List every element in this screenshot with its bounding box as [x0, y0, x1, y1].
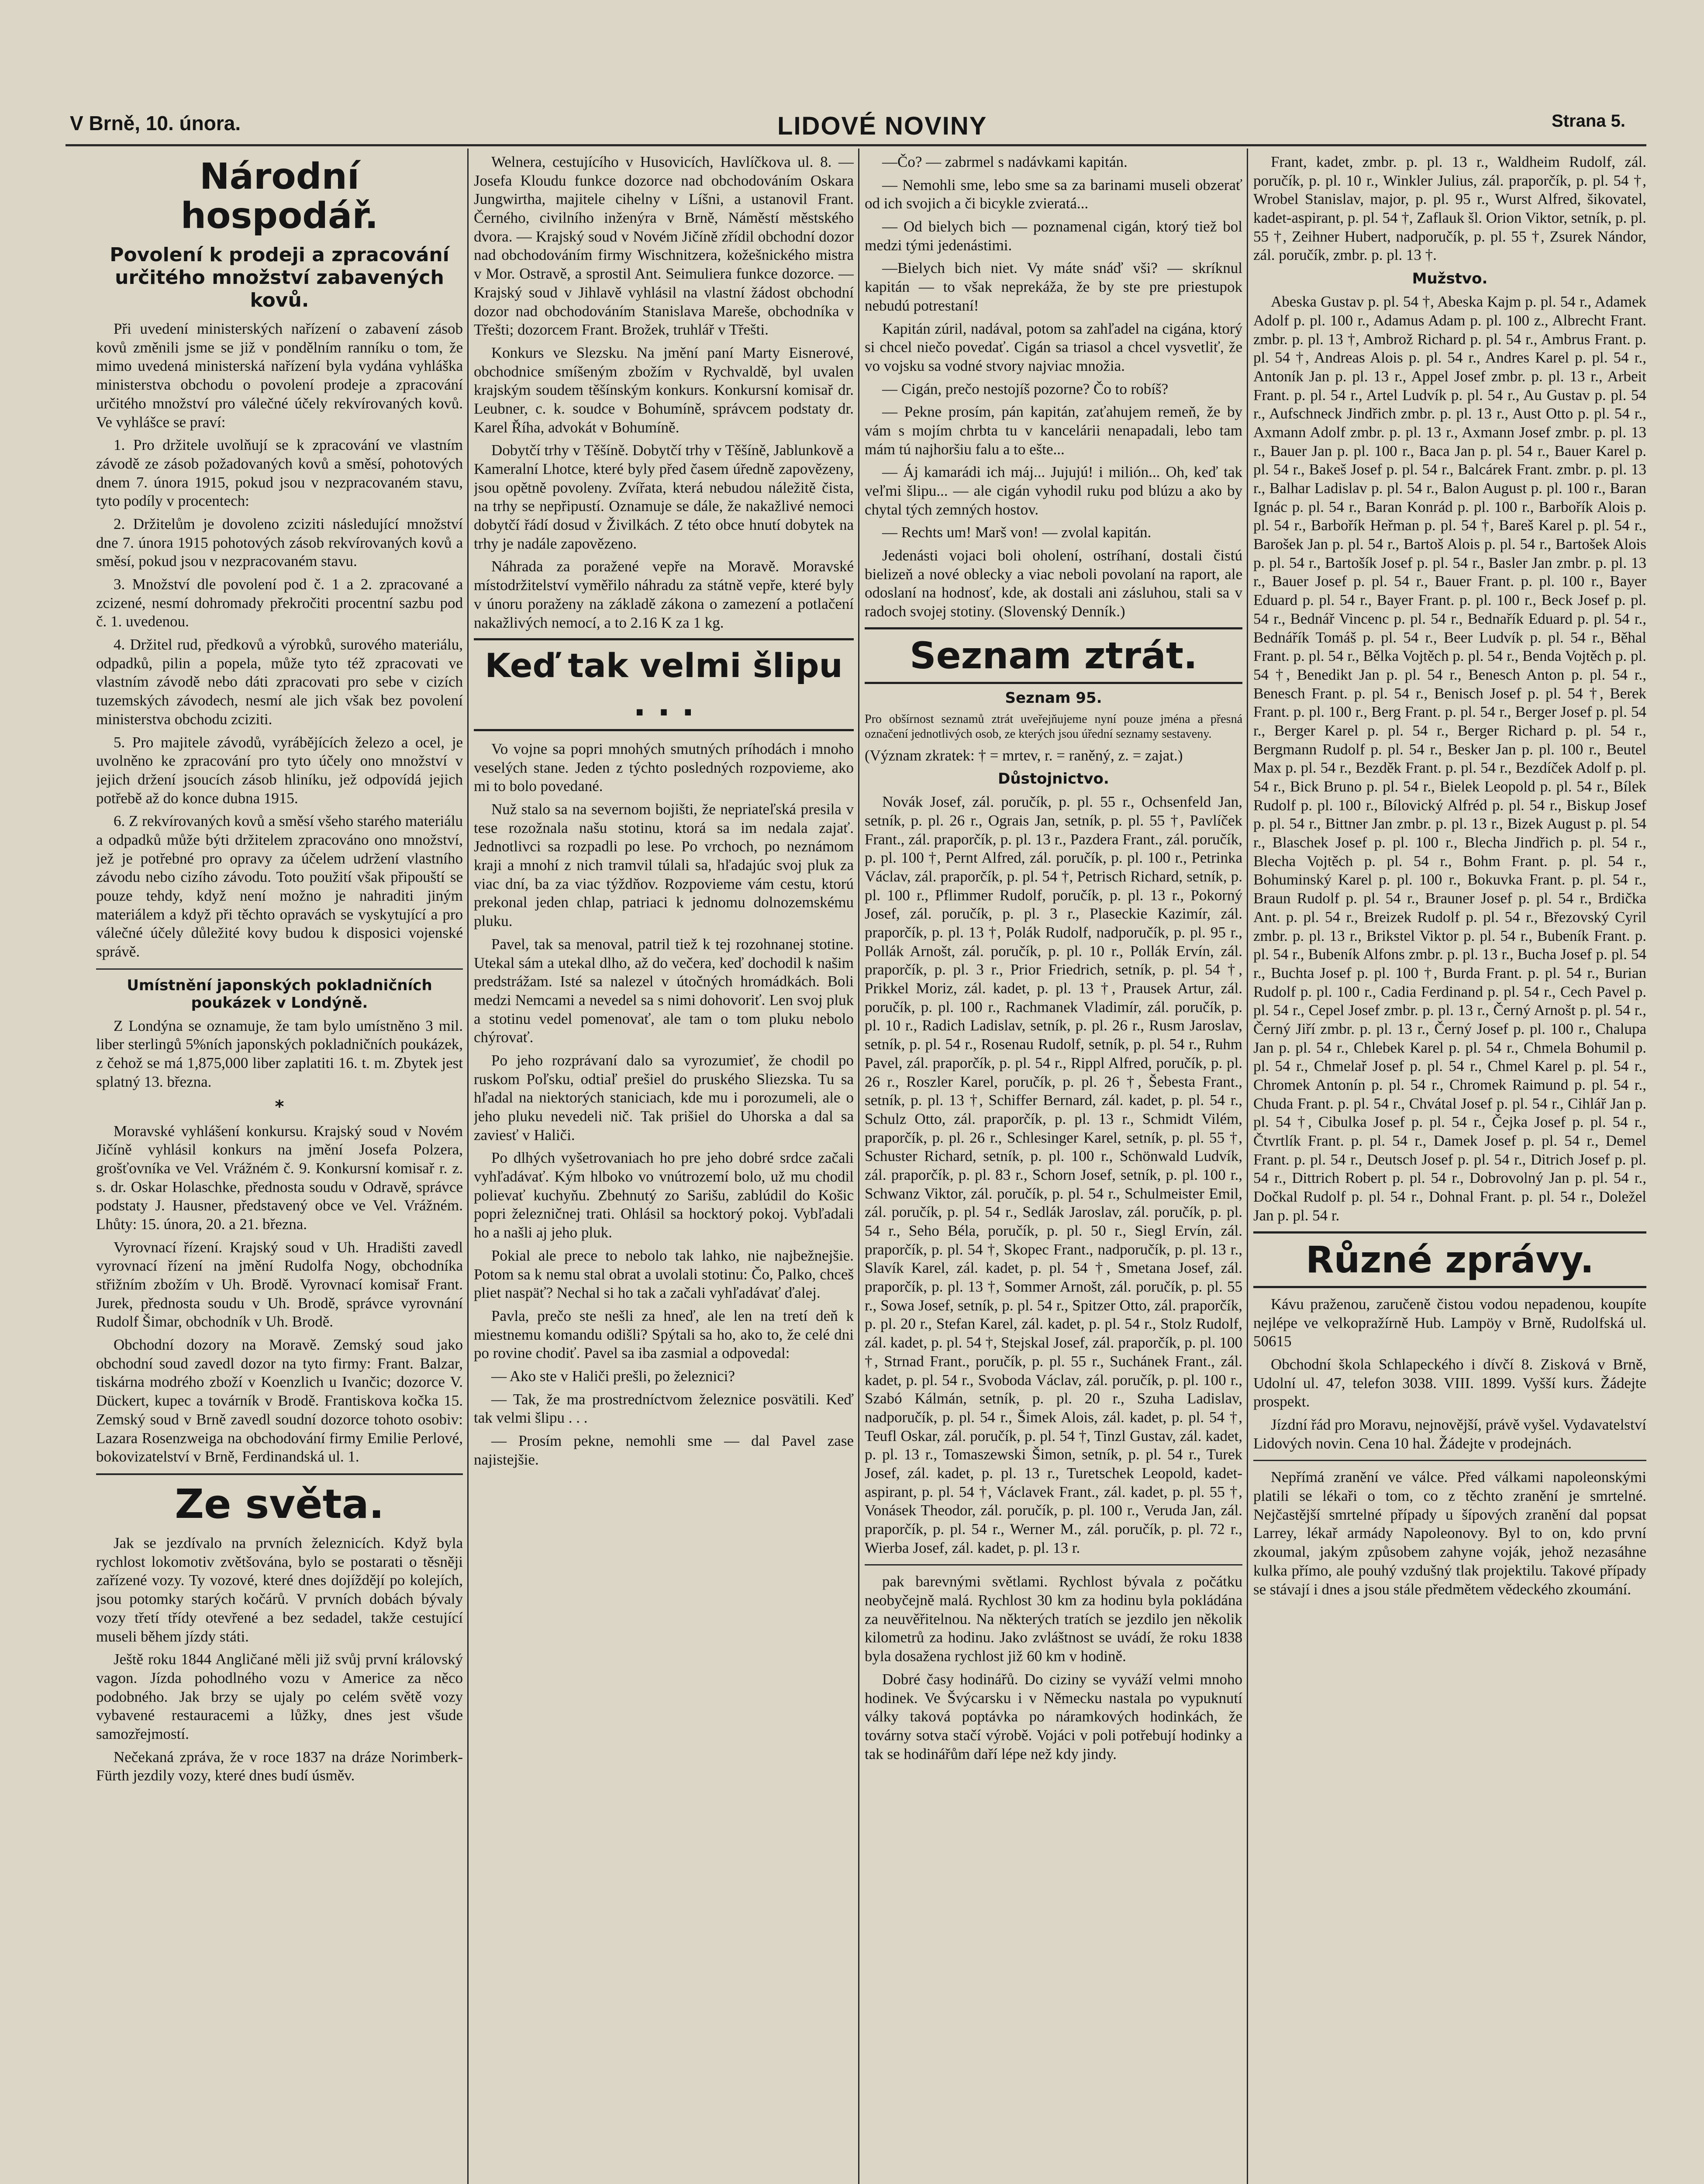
article-divider [865, 1564, 1242, 1565]
losses-list: Novák Josef, zál. poručík, p. pl. 55 r., Ochsenfeld Jan, setník, p. pl. 26 r., Ograis Jan, setník, p. pl. 55 †, Pavlíček Frant., zál. praporčík, p. pl. 13 r., Pazdera Frant., zál. poručík, p. pl. 100 †, Pernt Alfred, zál. poručík, p. pl. 100 r., Petrinka Václav, zál. praporčík, p. pl. 54 †, Petrisch Richard, setník, p. pl. 100 r., Pflimmer Rudolf, poručík, p. pl. 13 r., Pokorný Josef, zál. poručík, p. pl. 3 r., Plaseckie Kazimír, zál. praporčík, p. pl. 13 †, Polák Rudolf, nadporučík, p. pl. 95 r., Pollák Arnošt, zál. poručík, p. pl. 10 r., Pollák Ervín, zál. praporčík, p. pl. 3 r., Prior Friedrich, setník, p. pl. 54 †, Prikkel Moriz, zál. kadet, p. pl. 13 †, Prausek Artur, zál. poručík, p. pl. 100 r., Rachmanek Vladimír, zál. poručík, p. pl. 10 r., Radich Ladislav, setník, p. pl. 26 r., Rusm Jaroslav, setník, p. pl. 54 r., Rosenau Rudolf, setník, p. pl. 54 r., Ruhm Pavel, zál. praporčík, p. pl. 54 r., Rippl Alfred, poručík, p. pl. 26 r., Roszler Karel, poručík, p. pl. 26 †, Šebesta Frant., setník, p. pl. 13 †, Schiffer Bernard, zál. kadet, p. pl. 54 r., Schulz Otto, zál. praporčík, p. pl. 13 r., Schmidt Vilém, praporčík, p. pl. 26 r., Schlesinger Karel, setník, p. pl. 55 †, Schuster Richard, setník, p. pl. 100 r., Schönwald Ludvík, zál. praporčík, p. pl. 83 r., Schorn Josef, setník, p. pl. 100 r., Schwanz Viktor, zál. poručík, p. pl. 54 r., Schulmeister Emil, zál. poručík, p. pl. 54 r., Sedlák Jaroslav, zál. poručík, p. pl. 54 r., Seho Béla, poručík, p. pl. 50 r., Siegl Ervín, zál. praporčík, p. pl. 54 †, Skopec Frant., nadporučík, p. pl. 13 r., Slavík Karel, zál. kadet, p. pl. 54 †, Smetana Josef, zál. praporčík, p. pl. 13 †, Sommer Arnošt, zál. poručík, p. pl. 55 r., Sowa Josef, setník, p. pl. 54 r., Spitzer Otto, zál. praporčík, p. pl. 20 r., Stefan Karel, zál. kadet, p. pl. 54 r., Stolz Rudolf, zál. kadet, p. pl. 54 †, Stejskal Josef, zál. praporčík, p. pl. 100 †, Strnad Frant., poručík, p. pl. 55 r., Suchánek Frant., zál. kadet, p. pl. 54 r., Svoboda Václav, zál. poručík, p. pl. 100 r., Szabó Kálmán, setník, p. pl. 20 r., Szuha Ladislav, nadporučík, p. pl. 54 r., Šimek Alois, zál. kadet, p. pl. 54 †, Teufl Oskar, zál. poručík, p. pl. 54 †, Tinzl Gustav, zál. kadet, p. pl. 13 r., Tomaszewski Šimon, setník, p. pl. 54 r., Turek Josef, zál. kadet, p. pl. 13 r., Turetschek Leopold, kadet-aspirant, p. pl. 54 †, Václavek Frant., zál. kadet, p. pl. 55 †, Vonásek Theodor, zál. poručík, p. pl. 100 r., Veruda Jan, zál. praporčík, p. pl. 54 r., Werner M., zál. poručík, p. pl. 72 r., Wierba Josef, zál. kadet, p. pl. 13 r. [865, 793, 1242, 1556]
advertisement: Jízdní řád pro Moravu, nejnovější, právě vyšel. Vydavatelství Lidových novin. Cena 10 hal. Žádejte v prodejnách. [1253, 1416, 1646, 1452]
column-2 [474, 153, 854, 2184]
column-divider-1 [467, 149, 469, 2184]
article-paragraph: Konkurs ve Slezsku. Na jmění paní Marty Eisnerové, obchodnice smíšeným zbožím v Rychvaldě, byl uvalen krajským soudem těšínským konkurs. Konkursní komisař dr. Leubner, c. k. soudce v Bohumíně, správcem podstaty dr. Karel Říha, advokát v Bohumíně. [474, 344, 854, 436]
article-paragraph: Jedenásti vojaci boli oholení, ostríhaní, dostali čistú bielizeň a nové oblecky a viac neboli povolaní na raport, ale odoslaní na hodnosť, kde, ak dostali ani zásluhou, stali sa v radoch svojej stotiny. (Slovenský Denník.) [865, 547, 1242, 620]
article-paragraph: — Áj kamarádi ich máj... Jujujú! i milión... Oh, keď tak veľmi šlipu... — ale cigán vyhodil ruku pod blúzu a ako by chytal tých zemných hostov. [865, 463, 1242, 518]
article-paragraph: Obchodní dozory na Moravě. Zemský soud jako obchodní soud zavedl dozor na tyto firmy: Frant. Balzar, tiskárna modrého zboží v Koenzlich u Ivančic; dozorce V. Dückert, kupec a továrník v Brodě. Frantiskova kočka 15. Zemský soud v Brně zavedl soudní dozorce tohoto osobiv: Lazara Rosenzweiga na obchodování firmy Emilie Perlové, bokovizatelství v Brně, Ferdinandská ul. 1. [96, 1336, 463, 1465]
article-paragraph: Náhrada za poražené vepře na Moravě. Moravské místodržitelství vyměřilo náhradu za státně vepře, které byly v únoru poraženy na základě zákona o zamezení a potlačení nakažlivých nemocí, a to 2.16 K za 1 kg. [474, 558, 854, 631]
article-paragraph: Po jeho rozprávaní dalo sa vyrozumieť, že chodil po ruskom Poľsku, odtiaľ prešiel do pruského Sliezska. Tu sa hľadal na niektorých staniciach, kde mu i porozumeli, ale o jeho pluku nevedeli nič. Tak prišiel do Uhorska a dal sa zaviesť v Haliči. [474, 1051, 854, 1144]
feuilleton-title-box [474, 638, 854, 731]
losses-list: Abeska Gustav p. pl. 54 †, Abeska Kajm p. pl. 54 r., Adamek Adolf p. pl. 100 r., Adamus Adam p. pl. 100 z., Albrecht Frant. zmbr. p. pl. 13 †, Ambrož Richard p. pl. 54 r., Ambrus Frant. p. pl. 54 †, Andreas Alois p. pl. 54 r., Andres Karel p. pl. 54 r., Antoník Jan p. pl. 13 r., Appel Josef zmbr. p. pl. 13 r., Arbeit Frant. p. pl. 54 r., Artel Ludvík p. pl. 54 r., Au Gustav p. pl. 54 r., Aufschneck Jindřich zmbr. p. pl. 13 r., Aust Otto p. pl. 54 r., Axmann Adolf zmbr. p. pl. 13 r., Axmann Josef zmbr. p. pl. 13 r., Bauer Jan p. pl. 100 r., Baca Jan p. pl. 54 r., Bauer Karel p. pl. 54 r., Bakeš Josef p. pl. 54 r., Balcárek Frant. zmbr. p. pl. 13 r., Balhar Ladislav p. pl. 54 r., Balon August p. pl. 100 r., Baran Ignác p. pl. 54 r., Baran Konrád p. pl. 100 r., Barbořík Alois p. pl. 54 r., Barbořík Heřman p. pl. 54 †, Bareš Karel p. pl. 54 r., Barošek Jan p. pl. 54 r., Bartoš Alois p. pl. 54 r., Bartošek Alois p. pl. 54 r., Bartošík Josef p. pl. 54 r., Basler Jan zmbr. p. pl. 13 r., Bauer Josef p. pl. 54 r., Bauer Frant. p. pl. 100 r., Bayer Eduard p. pl. 54 r., Bayer Frant. p. pl. 100 r., Beck Josef p. pl. 54 r., Bednář Vincenc p. pl. 54 r., Bednařík Eduard p. pl. 54 r., Bednářík Tomáš p. pl. 54 r., Beer Ludvík p. pl. 54 r., Běhal Frant. p. pl. 54 r., Bělka Vojtěch p. pl. 54 r., Benda Vojtěch p. pl. 54 †, Benedikt Jan p. pl. 54 r., Benesch Anton p. pl. 54 r., Benesch Frant. p. pl. 54 r., Benisch Josef p. pl. 54 †, Berek Frant. p. pl. 100 r., Berg Frant. p. pl. 54 r., Berger Josef p. pl. 54 r., Berger Karel p. pl. 54 r., Berger Richard p. pl. 54 r., Bergmann Rudolf p. pl. 54 r., Besker Jan p. pl. 100 r., Beutel Max p. pl. 54 r., Bezděk Frant. p. pl. 54 r., Bezdíček Adolf p. pl. 54 r., Bick Bruno p. pl. 54 r., Bielek Leopold p. pl. 54 r., Bílek Rudolf p. pl. 100 r., Bílovický Alfréd p. pl. 54 r., Biskup Josef p. pl. 54 r., Bittner Jan zmbr. p. pl. 13 r., Bizek August p. pl. 54 r., Blaschek Josef p. pl. 100 r., Blecha Jindřich p. pl. 54 r., Blecha Vojtěch p. pl. 54 r., Bohm Frant. p. pl. 54 r., Bohuminský Karel p. pl. 100 r., Bokuvka Frant. p. pl. 54 r., Braun Rudolf p. pl. 54 r., Brauner Josef p. pl. 54 r., Brdička Ant. p. pl. 54 r., Breizek Rudolf p. pl. 54 r., Březovský Cyril zmbr. p. pl. 13 r., Brikstel Viktor p. pl. 54 r., Bubeník Frant. p. pl. 54 r., Bubeník Alfons zmbr. p. pl. 13 r., Bucha Josef p. pl. 54 r., Buchta Josef p. pl. 100 †, Burda Frant. p. pl. 54 r., Burian Rudolf p. pl. 100 r., Cadia Ferdinand p. pl. 54 r., Cech Pavel p. pl. 54 r., Cepel Josef zmbr. p. pl. 13 r., Černý Arnošt p. pl. 54 r., Černý Jiří zmbr. p. pl. 13 r., Černý Josef p. pl. 100 r., Chalupa Jan p. pl. 54 r., Chlebek Karel p. pl. 54 r., Chmela Bohumil p. pl. 54 r., Chmelař Josef p. pl. 54 r., Chmel Karel p. pl. 54 r., Chromek Antonín p. pl. 54 r., Chromek Raimund p. pl. 54 r., Chuda Frant. p. pl. 54 r., Chvátal Josef p. pl. 54 r., Cihlář Jan p. pl. 54 †, Cibulka Josef p. pl. 54 r., Čejka Josef p. pl. 54 r., Čtvrtlík Frant. p. pl. 54 r., Damek Josef p. pl. 54 r., Demel Frant. p. pl. 54 r., Deutsch Josef p. pl. 54 r., Ditrich Josef p. pl. 54 r., Dittrich Robert p. pl. 54 r., Dobrovolný Jan p. pl. 54 r., Dočkal Rudolf p. pl. 54 r., Dohnal Frant. p. pl. 54 r., Doležel Jan p. pl. 54 r. [1253, 293, 1646, 1224]
article-paragraph: Nuž stalo sa na severnom bojišti, že nepriateľská presila v tese rozožnala našu stotinu, ktorá sa im nedala zajať. Jednotlivci sa rozpadli po lese. Po vrchoch, po neznámom kraji a mnohí z nich tramvil túlali sa, hľadajúc svoj pluk za viac dní, ba za viac týždňov. Rozpovieme vám cestu, ktorú prekonal jeden chlap, patriaci k jednomu dolnozemskému pluku. [474, 801, 854, 930]
abbreviation-legend: (Význam zkratek: † = mrtev, r. = raněný, z. = zajat.) [865, 746, 1183, 764]
article-paragraph: Vyrovnací řízení. Krajský soud v Uh. Hradišti zavedl vyrovnací řízení na jmění Rudolfa Nogy, obchodníka střižním zbožím v Uh. Brodě. Vyrovnací komisař Frant. Jurek, přednosta soudu v Uh. Brodě, správce vyrovnání Rudolf Šimar, obchodník v Uh. Brodě. [96, 1238, 463, 1330]
header-rule [66, 144, 1646, 146]
losses-list-number: Seznam 95. [1005, 689, 1102, 707]
article-paragraph: — Pekne prosím, pán kapitán, zaťahujem remeň, že by vám s mojím chrbta tu v kancelárii nenapadali, lebo tam mám tú najhoršiu falu a to ešte... [865, 403, 1242, 458]
article-paragraph: Pavla, prečo ste nešli za hneď, ale len na tretí deň k miestnemu komandu odišli? Spýtali sa ho, ako to, že celé dni po rovine chodiť. Pavel sa iba zasmial a odpovedal: [474, 1307, 854, 1362]
losses-subheading: Mužstvo. [1412, 270, 1488, 288]
article-paragraph: 4. Držitel rud, předkovů a výrobků, surového materiálu, odpadků, pilin a popela, může tyto též zpracovati ve vlastním závodě nebo dáti zpracovati pro sebe v cizích tuzemských závodech, nesmí ale jich však bez povolení ministerstva obchodu zciziti. [96, 636, 463, 728]
article-paragraph: — Od bielych bich — poznamenal cigán, ktorý tiež bol medzi tými jedenástimi. [865, 218, 1242, 254]
article-paragraph: —Bielych bich niet. Vy máte snáď vši? — skríknul kapitán — to však neprekáža, že by ste pre priestupok nebudú potrestaní! [865, 259, 1242, 314]
article-paragraph: Dobré časy hodinářů. Do ciziny se vyváží velmi mnoho hodinek. Ve Švýcarsku i v Německu nastala po vypuknutí války taková poptávka po náramkových hodinkách, že továrny sotva stačí výrobě. Vojáci v poli potřebují hodinky a tak se hodinářům daří lépe než kdy jindy. [865, 1670, 1242, 1762]
losses-subheading: Důstojnictvo. [998, 770, 1109, 788]
article-paragraph: 2. Držitelům je dovoleno zciziti následující množství dne 7. února 1915 pohotových zásob rekvírovaných kovů a směsí, pokud jsou v nezpracovaném stavu. [96, 515, 463, 570]
article-paragraph: 3. Množství dle povolení pod č. 1 a 2. zpracované a zcizené, nesmí dohromady překročiti procentní sazbu pod č. 1. uvedenou. [96, 576, 463, 630]
article-divider [96, 968, 463, 970]
article-paragraph: Vo vojne sa popri mnohých smutných príhodách i mnoho veselých stane. Jeden z týchto posledných rozpovieme, ako mi to bolo povedané. [474, 740, 854, 795]
section-title-ze-sveta: Ze světa. [175, 1480, 384, 1527]
article-paragraph: Pavel, tak sa menoval, patril tiež k tej rozohnanej stotine. Utekal sám a utekal dlho, až do večera, keď dochodil k našim predstrážam. Isté sa nalezel v útočných hromádkách. Boli medzi Nemcami a nevedel sa s nimi dohovoriť. Len svoj pluk a stotinu vedel pomenovať, ale tam o tom pluku nebolo chýrovať. [474, 935, 854, 1046]
article-paragraph: Dobytčí trhy v Těšíně. Dobytčí trhy v Těšíně, Jablunkově a Kameralní Lhotce, které byly před časem úředně zapovězeny, jsou opětně povoleny. Zvířata, která nebudou náležitě čista, na trhy se nepřipustí. Oznamuje se dále, že nakažlivé nemoci dobytčí řádí dosud v Živilkách. Z této obce hnutí dobytek na trhy je nadále zapovězeno. [474, 442, 854, 552]
article-paragraph: — Tak, že ma prostredníctvom železnice posvätili. Keď tak velmi šlipu . . . [474, 1390, 854, 1427]
column-3 [865, 153, 1242, 2184]
article-paragraph: Z Londýna se oznamuje, že tam bylo umístněno 3 mil. liber sterlingů 5%ních japonských pokladničních poukázek, z čehož se má 1,875,000 liber zaplatiti 16. t. m. Zbytek jest splatný 13. března. [96, 1017, 463, 1090]
article-paragraph: —Čo? — zabrmel s nadávkami kapitán. [882, 153, 1128, 170]
article-paragraph: — Rechts um! Marš von! — zvolal kapitán. [882, 524, 1152, 541]
article-paragraph: — Prosím pekne, nemohli sme — dal Pavel zase najistejšie. [474, 1432, 854, 1468]
losses-note: Pro obšírnost seznamů ztrát uveřejňujeme nyní pouze jména a přesná označení jednotlivých osob, ze kterých jsou úřední seznamy sestaveny. [865, 712, 1242, 741]
article-headline: Povolení k prodeji a zpracování určitého množství zabavených kovů. [110, 244, 449, 312]
article-paragraph: Při uvedení ministerských nařízení o zabavení zásob kovů změnili jsme se již v pondělním ranníku o tom, že mimo uvedená ministerská nařízení byla vydána vyhláška ministerstva obchodu o povolení prodeje a zpracování určitého množství pro válečné účely rekvírovaných kovů. Ve vyhlášce se praví: [96, 320, 463, 431]
article-paragraph: Kapitán zúril, nadával, potom sa zahľadel na cigána, ktorý si chcel niečo povedať. Cigán sa triasol a chcel vysvetliť, že vo vojsku sa vodné stvory najviac množia. [865, 320, 1242, 374]
article-paragraph: Nečekaná zpráva, že v roce 1837 na dráze Norimberk-Fürth jezdily vozy, které dnes budí úsměv. [96, 1748, 463, 1784]
losses-list: Frant, kadet, zmbr. p. pl. 13 r., Waldheim Rudolf, zál. poručík, p. pl. 10 r., Winkler Julius, zál. praporčík, p. pl. 54 †, Wrobel Stanislav, major, p. pl. 95 r., Wurst Alfred, šikovatel, kadet-aspirant, p. pl. 54 †, Zaflauk šl. Orion Viktor, setník, p. pl. 55 †, Zeihner Hubert, nadporučík, p. pl. 55 †, Zsurek Nándor, zál. poručík, zmbr. p. pl. 13 †. [1253, 153, 1646, 264]
advertisement: Kávu praženou, zaručeně čistou vodou nepadenou, koupíte nejlépe ve velkopražírně Hub. Lampöy v Brně, Rudolfská ul. 50615 [1253, 1295, 1646, 1350]
article-paragraph: — Cigán, prečo nestojíš pozorne? Čo to robíš? [882, 380, 1169, 397]
header-masthead: LIDOVÉ NOVINY [777, 112, 987, 140]
section-title-seznam-ztrat: Seznam ztrát. [910, 634, 1197, 677]
article-paragraph: Ještě roku 1844 Angličané měli již svůj první královský vagon. Jízda pohodlného vozu v Americe za něco podobného. Jak brzy se ujaly po celém světě vozy vybavené restauracemi a lůžky, dnes jest všude samozřejmostí. [96, 1651, 463, 1742]
article-paragraph: pak barevnými světlami. Rychlost bývala z počátku neobyčejně malá. Rychlost 30 km za hodinu byla pokládána za neuvěřitelnou. Na některých tratích se jezdilo jen několik kilometrů za hodinu. Jako zvláštnost se uvádí, že roku 1838 byla dosažena rychlost již 60 km v hodině. [865, 1573, 1242, 1665]
separator-star: * [275, 1096, 284, 1117]
feuilleton-title: Keď tak velmi šlipu . . . [485, 646, 843, 723]
article-paragraph: Pokial ale prece to nebolo tak lahko, nie najbežnejšie. Potom sa k nemu stal obrat a uvolali stotinu: Čo, Palko, chceš pliet naspäť? Nechal si ho tak a začali vyhľadávať ďalej. [474, 1247, 854, 1302]
article-paragraph: — Nemohli sme, lebo sme sa za barinami museli obzerať od ich svojich a či bicykle zvieratá... [865, 176, 1242, 212]
article-paragraph: Welnera, cestujícího v Husovicích, Havlíčkova ul. 8. — Josefa Kloudu funkce dozorce nad obchodováním Oskara Jungwirtha, majitele cihelny v Líšni, a ustanovil Frant. Černého, civilního inženýra v Brně, Náměstí městského dvora. — Krajský soud v Novém Jičíně zřídil obchodní dozor nad obchodováním firmy Wischnitzera, kožešnického mistra v Mor. Ostravě, a sprostil Ant. Seimuliera funkce dozorce. — Krajský soud v Jihlavě vyhlásil na vlastní žádost obchodní dozor nad obchodováním Stanislava Mareše, obchodníka v Třešti; dozorcem Frant. Brožek, truhlář v Třešti. [474, 153, 854, 339]
article-headline: Umístnění japonských pokladničních poukázek v Londýně. [127, 976, 432, 1012]
article-paragraph: 5. Pro majitele závodů, vyrábějících železo a ocel, je uvolněno ke zpracování pro tyto účely ono množství v jejich držení jsoucích zásob hliníku, jež odpovídá jejich potřebě až do konce dubna 1915. [96, 733, 463, 807]
article-paragraph: — Ako ste v Haliči prešli, po železnici? [491, 1367, 735, 1385]
article-paragraph: Moravské vyhlášení konkursu. Krajský soud v Novém Jičíně vyhlásil konkurs na jmění Josefa Polzera, grošťovníka ve Vel. Vrážném č. 9. Konkursní komisař r. z. s. dr. Oskar Holaschke, přednosta soudu v Odravě, správce podstaty J. Hausner, představený obce ve Vel. Vrážném. Lhůty: 15. února, 20. a 21. března. [96, 1122, 463, 1233]
section-title-narodni-hospodar: Národní hospodář. [180, 156, 379, 237]
column-1 [96, 153, 463, 2184]
article-paragraph: 1. Pro držitele uvolňují se k zpracování ve vlastním závodě ze zásob požadovaných kovů a směsí, pohotových dnem 7. února 1915, pokud jsou v nezpracovaném stavu, tyto podíly v procentech: [96, 436, 463, 510]
header-page-number: Strana 5. [1552, 111, 1625, 131]
article-paragraph: Po dlhých vyšetrovaniach ho pre jeho dobré srdce začali vyhľadávať. Kým hlboko vo vnútrozemí bolo, už mu chodil polievať kuchyňu. Zbehnutý zo Sarišu, zablúdil do Košic popri železničnej trati. Ohlásil sa hocktorý pokoj. Vybľadali ho a našli aj jeho pluk. [474, 1149, 854, 1241]
advertisement: Obchodní škola Schlapeckého i dívčí 8. Zisková v Brně, Udolní ul. 47, telefon 3038. VIII. 1899. Vyšší kurs. Žádejte prospekt. [1253, 1355, 1646, 1410]
article-divider [1253, 1460, 1646, 1461]
section-title-ruzne-zpravy: Různé zprávy. [1305, 1238, 1594, 1281]
column-4 [1253, 153, 1646, 2184]
header-date: V Brně, 10. února. [70, 112, 241, 135]
article-paragraph: 6. Z rekvírovaných kovů a směsí všeho starého materiálu a odpadků může býti držitelem zpracováno ono množství, jež je potřebné pro opravy za účelem udržení vlastního závodu nebo cizího závodu. Toto použití však připouští se pouze tehdy, když není možno je nahraditi jiným materiálem a když při těchto opravách se vyskytující a pro válečné účely důležité kovy budou k disposici vojenské správě. [96, 812, 463, 961]
article-divider [96, 1473, 463, 1475]
losses-title-box [865, 627, 1242, 684]
column-divider-3 [1247, 149, 1248, 2184]
column-divider-2 [858, 149, 859, 2184]
article-paragraph: Nepřímá zranění ve válce. Před válkami napoleonskými platili se lékaři o tom, co z těchto zranění je smrtelné. Nejčastější smrtelné případy u šípových zranění dal popsat Larrey, lékař armády Napoleonovy. Byl to on, kdo první zkoumal, jakým způsobem zahyne voják, jehož nezasáhne kulka přímo, ale pouhý vzdušný tlak projektilu. Takové případy se stávají i dnes a jsou stále předmětem vědeckého zkoumání. [1253, 1469, 1646, 1598]
article-paragraph: Jak se jezdívalo na prvních železnicích. Když byla rychlost lokomotiv zvětšována, bylo se postarati o těsněji zařízené vozy. Ty vozové, které dnes dojíždějí po kolejích, jsou potomky starých kočárů. V prvních dobách bývaly vozy třetí třídy otevřené a bez sedadel, takže cestující museli během jízdy státi. [96, 1534, 463, 1645]
misc-title-box [1253, 1231, 1646, 1288]
